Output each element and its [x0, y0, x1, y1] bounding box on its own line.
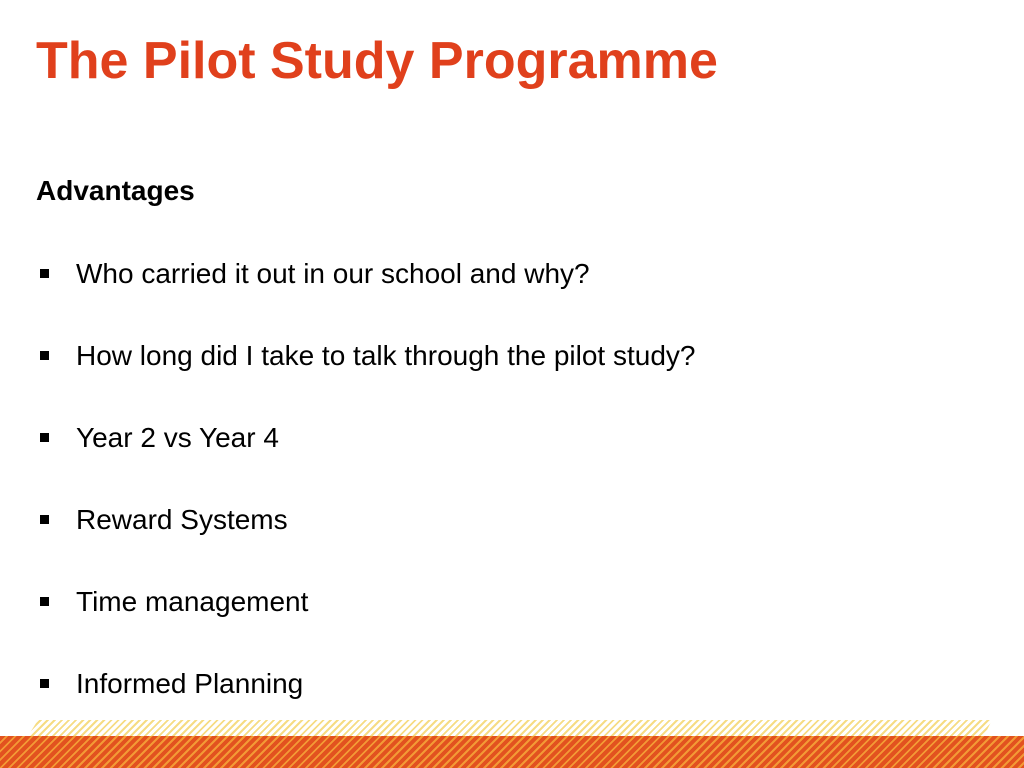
square-bullet-icon	[40, 515, 49, 524]
bullet-text: How long did I take to talk through the pilot study?	[76, 340, 696, 371]
bullet-item	[36, 418, 696, 500]
bullet-text: Reward Systems	[76, 504, 288, 535]
bullet-text: Time management	[76, 586, 309, 617]
square-bullet-icon	[40, 433, 49, 442]
advantages-bullet-list	[36, 254, 696, 746]
bullet-item	[36, 254, 696, 336]
square-bullet-icon	[40, 351, 49, 360]
square-bullet-icon	[40, 269, 49, 278]
slide-title: The Pilot Study Programme	[36, 32, 718, 90]
square-bullet-icon	[40, 597, 49, 606]
bullet-item	[36, 582, 696, 664]
bullet-item	[36, 500, 696, 582]
section-heading-advantages: Advantages	[36, 175, 195, 206]
bullet-item	[36, 336, 696, 418]
bullet-text: Who carried it out in our school and why?	[76, 258, 590, 289]
footer-pale-hatch-band	[28, 720, 992, 736]
bullet-text: Year 2 vs Year 4	[76, 422, 279, 453]
footer-orange-stripe	[0, 736, 1024, 768]
square-bullet-icon	[40, 679, 49, 688]
bullet-text: Informed Planning	[76, 668, 304, 699]
